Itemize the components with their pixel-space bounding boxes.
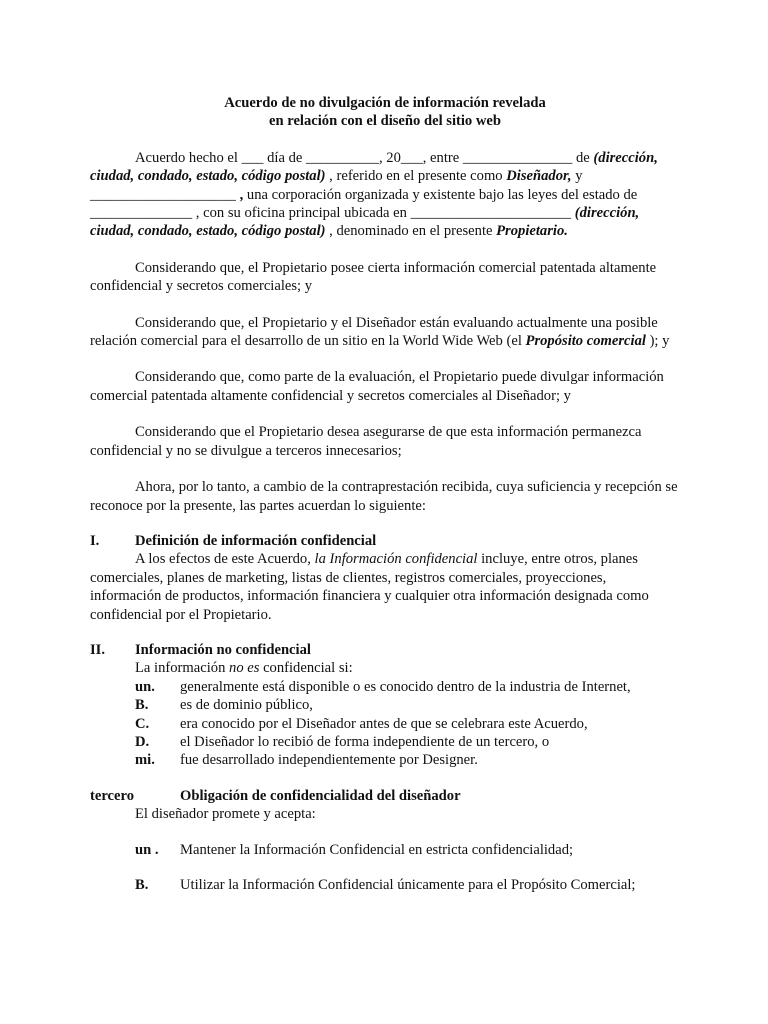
recital-5: Ahora, por lo tanto, a cambio de la contraprestación recibida, cuya suficiencia y recepción se reconoce por la presente, las partes acuerdan lo siguiente: <box>90 479 678 514</box>
designer-term: Diseñador, <box>506 168 572 185</box>
document-title <box>90 94 680 131</box>
owner-address: (dirección, ciudad, condado, estado, código postal) <box>90 205 640 240</box>
list-item <box>135 715 680 733</box>
list-item <box>90 841 680 859</box>
section-2-header <box>90 641 680 659</box>
list-item-text: el Diseñador lo recibió de forma independiente de un tercero, o <box>180 733 550 750</box>
section-2-list <box>90 678 680 770</box>
confidential-info-term: la Información confidencial <box>314 551 478 568</box>
section-3 <box>90 787 680 895</box>
intro-text-1: Acuerdo hecho el ___ día de __________, 20___, entre _______________ de <box>135 149 594 166</box>
list-item-label: mi. <box>135 752 155 769</box>
section-1-header <box>90 532 680 550</box>
section-2-lead-a: La información <box>135 660 230 677</box>
section-1-text-c: incluye, entre otros, planes comerciales, planes de marketing, listas de clientes, registros comerciales, proyecciones, información de productos, información financiera y cualquier otra información designada como confidencial por el Propietario. <box>90 551 649 623</box>
section-1-body <box>90 550 680 624</box>
section-2-lead-c: confidencial si: <box>259 660 353 677</box>
section-2 <box>90 641 680 770</box>
recital-2 <box>90 314 680 351</box>
intro-text-5: , denominado en el presente <box>325 223 497 240</box>
recital-2-text: Considerando que, el Propietario y el Diseñador están evaluando actualmente una posible relación comercial para el desarrollo de un sitio en la World Wide Web (el <box>90 314 658 350</box>
list-item-text: Mantener la Información Confidencial en estricta confidencialidad; <box>180 841 574 858</box>
title-line-1: Acuerdo de no divulgación de información revelada <box>224 95 546 111</box>
list-item-text: es de dominio público, <box>180 697 313 714</box>
list-item-label: D. <box>135 733 150 750</box>
recital-2-end: ); y <box>645 333 670 350</box>
list-item-text: Utilizar la Información Confidencial únicamente para el Propósito Comercial; <box>180 877 636 893</box>
section-2-heading: Información no confidencial <box>135 641 311 658</box>
list-item <box>90 876 680 894</box>
recital-1: Considerando que, el Propietario posee cierta información comercial patentada altamente confidencial y secretos comerciales; y <box>90 259 657 295</box>
section-1 <box>90 532 680 624</box>
list-item <box>135 678 680 696</box>
list-item-label: un. <box>135 678 155 695</box>
section-3-number: tercero <box>90 787 135 804</box>
intro-paragraph <box>90 149 680 241</box>
section-2-lead-b: no es <box>229 660 260 677</box>
list-item-text: fue desarrollado independientemente por Designer. <box>180 752 478 769</box>
section-1-heading: Definición de información confidencial <box>135 532 377 549</box>
intro-comma: , <box>239 186 244 203</box>
list-item-label: un . <box>135 841 159 858</box>
list-item-label: B. <box>135 697 149 714</box>
recital-4: Considerando que el Propietario desea asegurarse de que esta información permanezca confidencial y no se divulgue a terceros innecesarios; <box>90 424 642 459</box>
list-item-label: B. <box>135 877 149 893</box>
list-item-label: C. <box>135 715 150 732</box>
list-item-text: era conocido por el Diseñador antes de que se celebrara este Acuerdo, <box>180 715 588 732</box>
intro-text-3: y ____________________ <box>90 168 583 203</box>
list-item <box>135 696 680 714</box>
business-purpose-term: Propósito comercial <box>525 333 646 350</box>
section-3-header <box>90 787 680 805</box>
recital-3: Considerando que, como parte de la evaluación, el Propietario puede divulgar información comercial patentada altamente confidencial y secretos comerciales al Diseñador; y <box>90 369 664 404</box>
intro-text-2: , referido en el presente como <box>325 168 507 185</box>
list-item-text: generalmente está disponible o es conocido dentro de la industria de Internet, <box>180 678 631 695</box>
intro-text-4: una corporación organizada y existente bajo las leyes del estado de ______________ , con su oficina principal ubicada en ______________________ <box>90 186 638 222</box>
title-line-2: en relación con el diseño del sitio web <box>268 113 501 130</box>
section-3-lead: El diseñador promete y acepta: <box>135 806 316 823</box>
section-2-lead <box>90 659 680 677</box>
section-1-text-a: A los efectos de este Acuerdo, <box>135 551 315 568</box>
list-item <box>135 751 680 769</box>
designer-address: (dirección, ciudad, condado, estado, código postal) <box>90 149 658 185</box>
section-2-number: II. <box>90 641 106 658</box>
owner-term: Propietario. <box>496 223 568 240</box>
document-page <box>90 94 680 894</box>
section-3-heading: Obligación de confidencialidad del diseñador <box>180 787 461 804</box>
section-1-number: I. <box>90 532 100 549</box>
list-item <box>135 733 680 751</box>
